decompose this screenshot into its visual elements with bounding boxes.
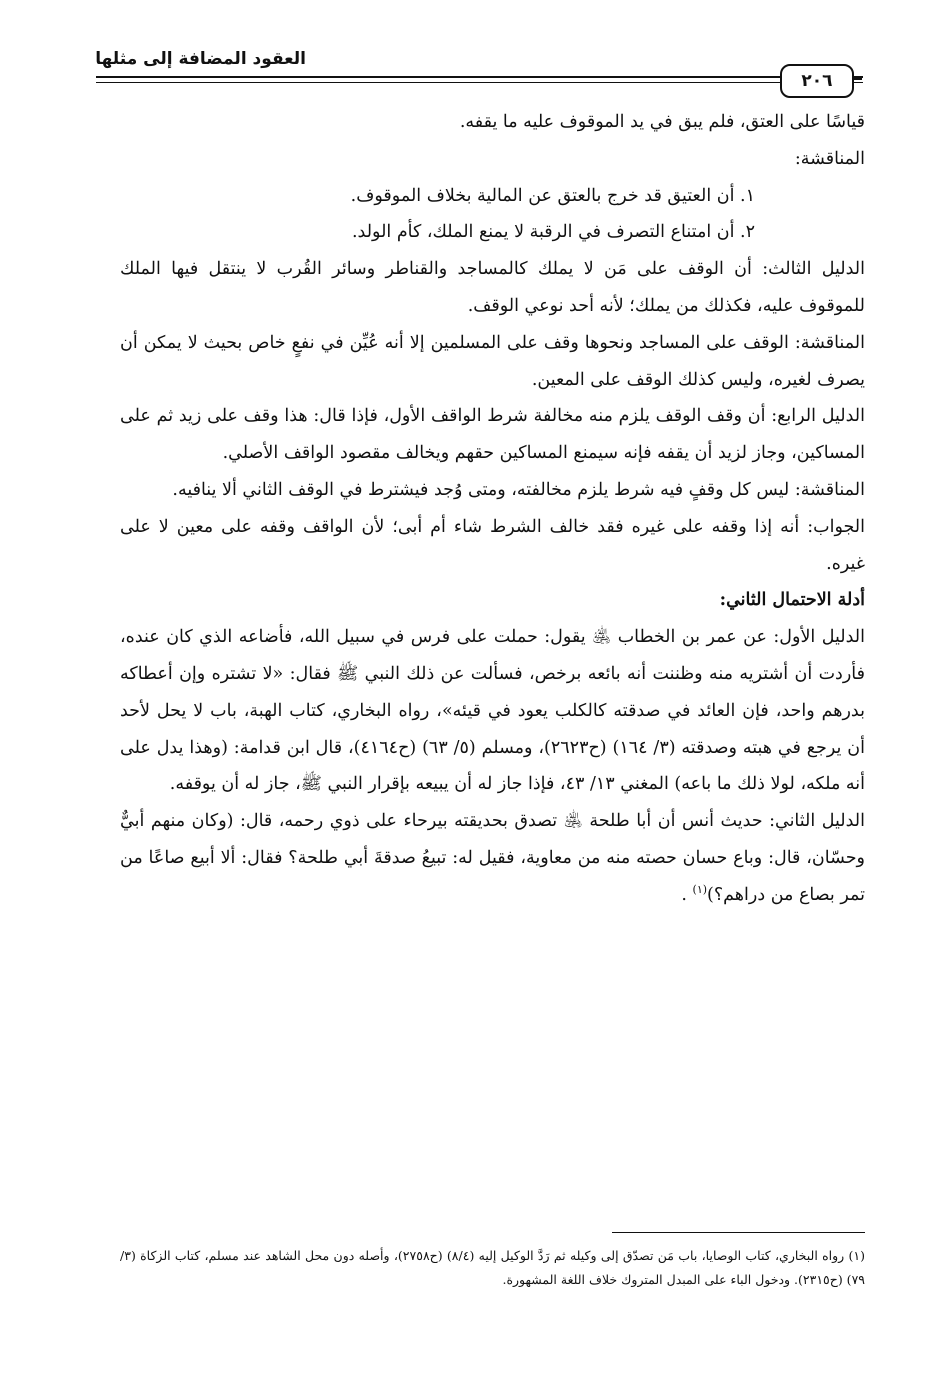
- paragraph-continuation: قياسًا على العتق، فلم يبق في يد الموقوف عليه ما يقفه.: [459, 112, 865, 132]
- discussion-point-2: ٢. أن امتناع التصرف في الرقبة لا يمنع الملك، كأم الولد.: [351, 222, 755, 243]
- discussion-heading: المناقشة:: [794, 148, 865, 169]
- discussion-point-1: ١. أن العتيق قد خرج بالعتق عن المالية بخلاف الموقوف.: [350, 185, 755, 206]
- fourth-evidence-paragraph: الدليل الرابع: أن وقف الوقف يلزم منه مخالفة شرط الواقف الأول، فإذا قال: هذا وقف على زيد ثم على المساكين، وجاز لزيد أن يقفه فإنه سيمنع المساكين حقهم ويخالف مقصود الواقف الأصلي.: [120, 406, 866, 464]
- running-title: العقود المضافة إلى مثلها: [95, 49, 306, 69]
- first-evidence-paragraph: الدليل الأول: عن عمر بن الخطاب ﵁ يقول: حملت على فرس في سبيل الله، فأضاعه الذي كان عنده، فأردت أن أشتريه منه وظننت أنه بائعه برخص، فسألت عن ذلك النبي ﷺ فقال: «لا تشتره وإن أعطاكه بدرهم واحد، فإن العائد في صدقته كالكلب يعود في قيئه»، رواه البخاري، كتاب الهبة، باب لا يحل لأحد أن يرجع في هبته وصدقته (٣/ ١٦٤) (ح٢٦٢٣)، ومسلم (٥/ ٦٣) (ح٤١٦٤)، قال ابن قدامة: (وهذا يدل على أنه ملكه، لولا ذلك ما باعه) المغني ١٣/ ٤٣، فإذا جاز له أن يبيعه بإقرار النبي ﷺ، جاز له أن يوقفه.: [120, 627, 865, 795]
- second-evidence-text: الدليل الثاني: حديث أنس أن أبا طلحة ﵁ تصدق بحديقته بيرحاء على ذوي رحمه، قال: (وكان منهم أبيٌّ وحسّان، قال: وباع حسان حصته منه من معاوية، فقيل له: تبيعُ صدقةَ أبي طلحة؟ فقال: ألا أبيع صاعًا من تمر بصاع من دراهم؟): [120, 811, 865, 905]
- page-number-tick: [852, 78, 862, 80]
- answer-paragraph: الجواب: أنه إذا وقفه على غيره فقد خالف الشرط شاء أم أبى؛ لأن الواقف وقفه على معين لا على غيره.: [120, 516, 865, 574]
- main-text: [120, 104, 865, 914]
- header-rule-thick: [96, 76, 863, 78]
- footnote-reference[interactable]: (١): [692, 882, 708, 896]
- fourth-discussion-paragraph: المناقشة: ليس كل وقفٍ فيه شرط يلزم مخالفته، ومتى وُجد فيشترط في الوقف الثاني ألا ينافيه.: [172, 479, 865, 500]
- page-number: ٢٠٦: [780, 64, 854, 98]
- second-possibility-heading: أدلة الاحتمال الثاني:: [719, 590, 865, 611]
- third-discussion-paragraph: المناقشة: الوقف على المساجد ونحوها وقف على المسلمين إلا أنه عُيِّن في نفعٍ خاص بحيث لا يمكن أن يصرف لغيره، وليس كذلك الوقف على المعين.: [120, 332, 865, 390]
- footnotes: [120, 1244, 865, 1292]
- second-evidence-paragraph: [120, 803, 865, 913]
- footnote-1: (١) رواه البخاري، كتاب الوصايا، باب مَن تصدّق إلى وكيله ثم رَدَّ الوكيل إليه (٨/٤) (ح٢٧٥٨)، وأصله دون محل الشاهد عند مسلم، كتاب الزكاة (٣/ ٧٩) (ح٢٣١٥). ودخول الباء على المبدل المتروك خلاف اللغة المشهورة.: [120, 1248, 866, 1287]
- third-evidence-paragraph: الدليل الثالث: أن الوقف على مَن لا يملك كالمساجد والقناطر وسائر القُرب لا ينتقل فيها الملك للموقوف عليه، فكذلك من يملك؛ لأنه أحد نوعي الوقف.: [120, 259, 865, 316]
- footnote-reference-tail: .: [681, 884, 687, 905]
- footnote-separator: [612, 1232, 865, 1233]
- header-rule-thin: [96, 82, 863, 83]
